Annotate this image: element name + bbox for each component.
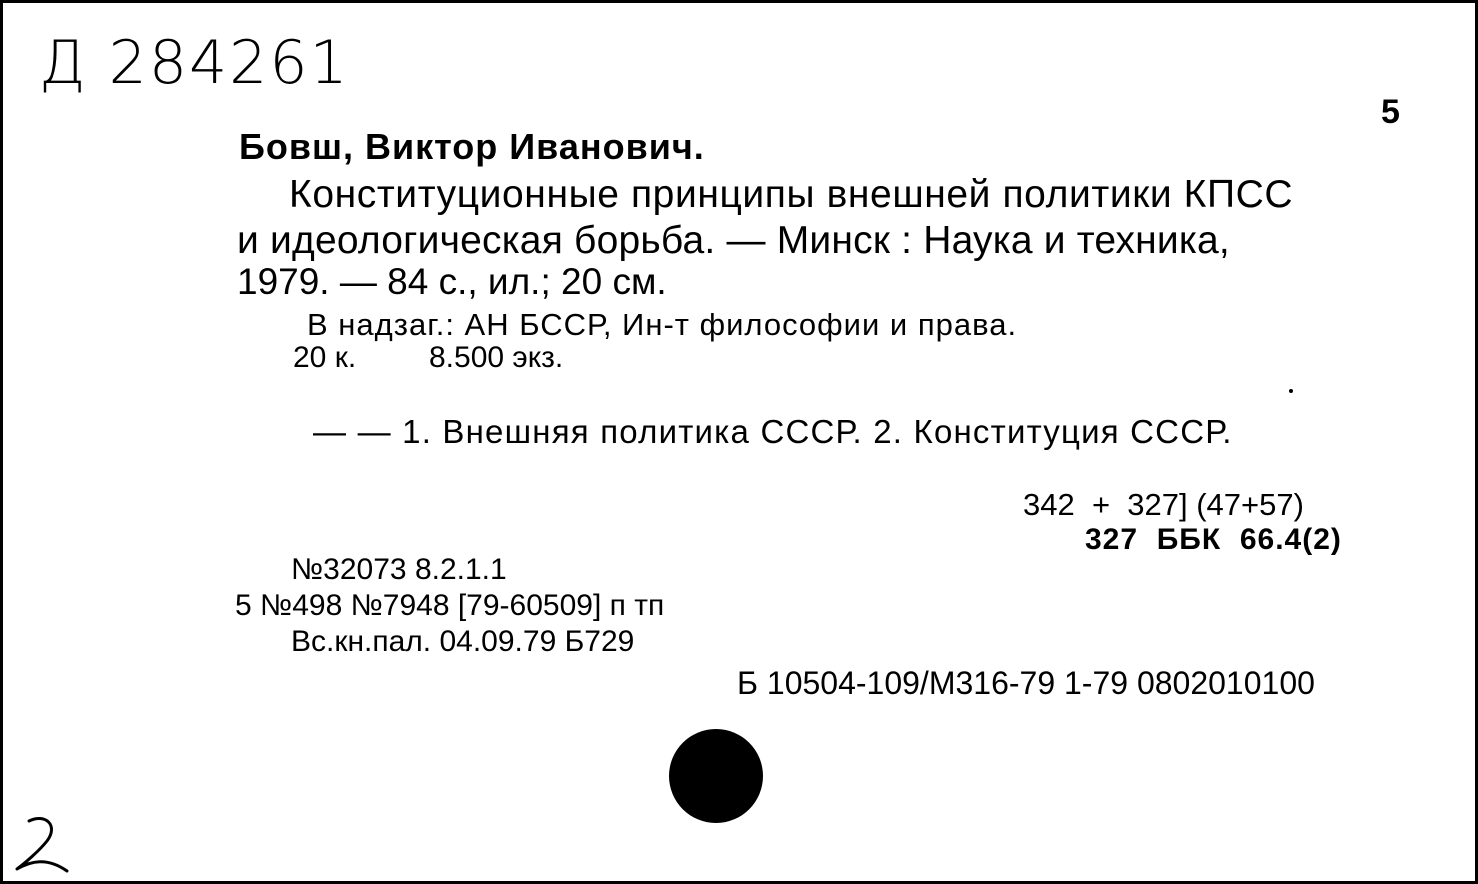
title-line-1: Конституционные принципы внешней политики КПСС (289, 173, 1294, 216)
note-line: В надзаг.: АН БССР, Ин-т философии и права. (307, 307, 1018, 342)
classification-line-2: 327 ББК 66.4(2) (1085, 523, 1342, 556)
index-line: Б 10504-109/М316-79 1-79 0802010100 (737, 665, 1315, 701)
classification-line-1: 342 + 327] (47+57) (1023, 487, 1304, 522)
price: 20 к. (293, 341, 357, 374)
print-run: 8.500 экз. (429, 341, 564, 374)
author-heading: Бовш, Виктор Иванович. (239, 126, 705, 167)
speck (1289, 389, 1293, 393)
handwritten-corner-mark (11, 811, 81, 877)
copy-number: 5 (1381, 93, 1400, 131)
order-line-2: 5 №498 №7948 [79-60509] п тп (235, 589, 665, 622)
order-line-3: Вс.кн.пал. 04.09.79 Б729 (291, 625, 635, 658)
order-line-1: №32073 8.2.1.1 (291, 553, 507, 586)
title-line-3: 1979. — 84 с., ил.; 20 см. (237, 261, 667, 302)
subject-headings: — — 1. Внешняя политика СССР. 2. Конституция СССР. (313, 413, 1233, 450)
punch-hole (669, 729, 763, 823)
handwritten-call-number: Д 284261 (39, 28, 350, 98)
title-line-2: и идеологическая борьба. — Минск : Наука и техника, (237, 219, 1230, 262)
